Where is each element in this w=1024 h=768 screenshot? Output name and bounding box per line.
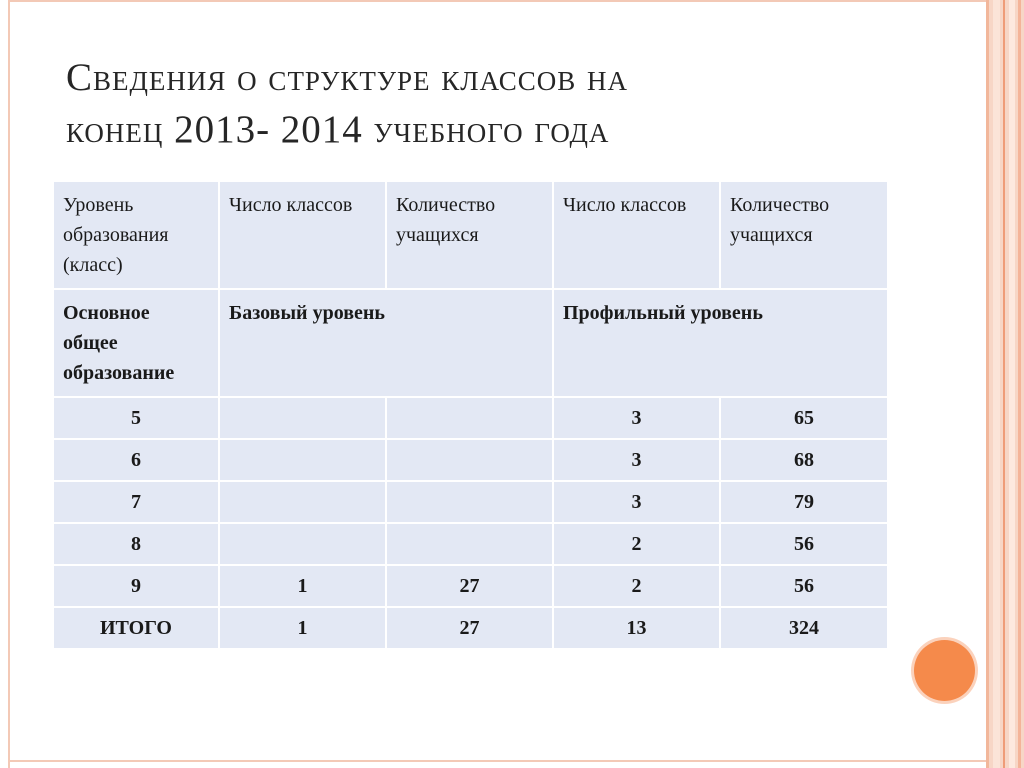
cell-basic-students bbox=[386, 481, 553, 523]
cell-profile-students: 65 bbox=[720, 397, 888, 439]
table-section-row bbox=[53, 289, 888, 397]
cell-basic-students bbox=[386, 439, 553, 481]
header-cell-profile-students: Количество учащихся bbox=[720, 181, 888, 289]
decorative-stripe bbox=[986, 0, 989, 768]
cell-profile-classes: 13 bbox=[553, 607, 720, 649]
cell-basic-classes: 1 bbox=[219, 607, 386, 649]
cell-level: 5 bbox=[53, 397, 219, 439]
section-profile-level: Профильный уровень bbox=[553, 289, 888, 397]
decorative-stripe bbox=[1003, 0, 1005, 768]
cell-level: 9 bbox=[53, 565, 219, 607]
cell-level: 7 bbox=[53, 481, 219, 523]
slide-title bbox=[66, 52, 946, 156]
table-row bbox=[53, 565, 888, 607]
cell-level: 6 bbox=[53, 439, 219, 481]
table-row bbox=[53, 397, 888, 439]
header-cell-basic-students: Количество учащихся bbox=[386, 181, 553, 289]
cell-basic-students bbox=[386, 523, 553, 565]
cell-basic-classes: 1 bbox=[219, 565, 386, 607]
cell-profile-students: 79 bbox=[720, 481, 888, 523]
header-cell-level: Уровень образования (класс) bbox=[53, 181, 219, 289]
frame-bottom bbox=[8, 760, 986, 762]
cell-level: ИТОГО bbox=[53, 607, 219, 649]
header-cell-profile-classes: Число классов bbox=[553, 181, 720, 289]
table-total-row bbox=[53, 607, 888, 649]
decorative-stripe bbox=[1009, 0, 1015, 768]
cell-profile-students: 56 bbox=[720, 565, 888, 607]
cell-basic-classes bbox=[219, 523, 386, 565]
table-header-row bbox=[53, 181, 888, 289]
cell-basic-classes bbox=[219, 397, 386, 439]
table-row bbox=[53, 481, 888, 523]
cell-profile-classes: 2 bbox=[553, 523, 720, 565]
cell-profile-classes: 2 bbox=[553, 565, 720, 607]
header-cell-basic-classes: Число классов bbox=[219, 181, 386, 289]
cell-profile-classes: 3 bbox=[553, 397, 720, 439]
cell-basic-classes bbox=[219, 481, 386, 523]
decorative-stripe bbox=[993, 0, 1000, 768]
table-row bbox=[53, 439, 888, 481]
cell-profile-students: 56 bbox=[720, 523, 888, 565]
cell-basic-students: 27 bbox=[386, 565, 553, 607]
cell-profile-students: 68 bbox=[720, 439, 888, 481]
cell-level: 8 bbox=[53, 523, 219, 565]
table-row bbox=[53, 523, 888, 565]
title-line-2: конец 2013- 2014 учебного года bbox=[66, 108, 610, 151]
cell-basic-students bbox=[386, 397, 553, 439]
section-label: Основное общее образование bbox=[53, 289, 219, 397]
title-line-1: Сведения о структуре классов на bbox=[66, 56, 629, 99]
left-border bbox=[8, 0, 10, 768]
frame-top bbox=[8, 0, 986, 2]
decorative-stripe bbox=[1018, 0, 1021, 768]
cell-basic-classes bbox=[219, 439, 386, 481]
section-basic-level: Базовый уровень bbox=[219, 289, 553, 397]
cell-profile-students: 324 bbox=[720, 607, 888, 649]
class-structure-table bbox=[52, 180, 889, 650]
cell-profile-classes: 3 bbox=[553, 481, 720, 523]
cell-basic-students: 27 bbox=[386, 607, 553, 649]
cell-profile-classes: 3 bbox=[553, 439, 720, 481]
orange-circle-decoration bbox=[914, 640, 975, 701]
